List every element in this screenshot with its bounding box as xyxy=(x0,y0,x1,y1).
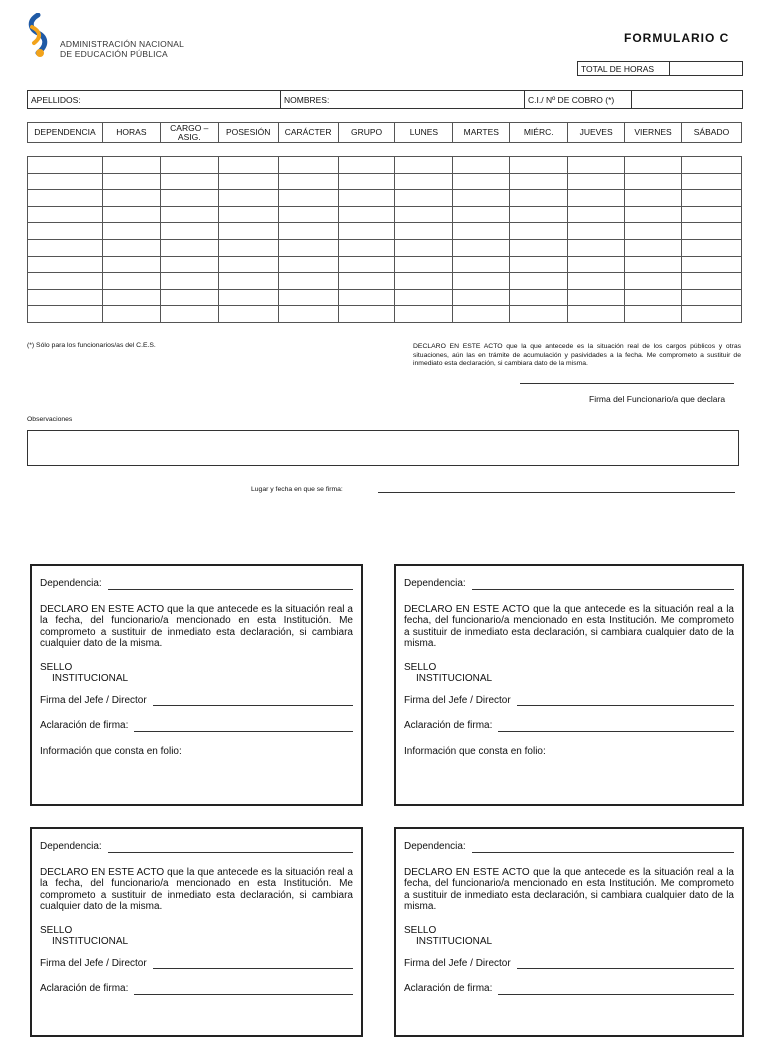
form-title: FORMULARIO C xyxy=(624,31,730,45)
table-cell[interactable] xyxy=(510,256,568,273)
col-dependencia: DEPENDENCIA xyxy=(28,123,103,143)
header-gap xyxy=(28,143,742,157)
table-row xyxy=(28,190,742,207)
table-cell[interactable] xyxy=(568,190,625,207)
table-cell[interactable] xyxy=(102,239,160,256)
table-cell[interactable] xyxy=(395,206,453,223)
card-sello: SELLO INSTITUCIONAL xyxy=(40,924,129,947)
observaciones-field[interactable] xyxy=(27,430,739,466)
table-cell[interactable] xyxy=(28,239,103,256)
col-posesion: POSESIÓN xyxy=(218,123,278,143)
table-cell[interactable] xyxy=(568,173,625,190)
table-cell[interactable] xyxy=(395,190,453,207)
col-grupo: GRUPO xyxy=(338,123,395,143)
table-cell[interactable] xyxy=(510,223,568,240)
table-cell[interactable] xyxy=(568,289,625,306)
nombres-label: NOMBRES: xyxy=(284,94,330,105)
schedule-table xyxy=(27,122,742,323)
lugar-label: Lugar y fecha en que se firma: xyxy=(251,486,343,493)
table-cell[interactable] xyxy=(681,173,741,190)
table-cell[interactable] xyxy=(681,190,741,207)
card-informacion-label: Información que consta en folio: xyxy=(40,745,182,757)
table-cell[interactable] xyxy=(160,239,218,256)
table-row xyxy=(28,223,742,240)
table-cell[interactable] xyxy=(568,306,625,323)
col-sabado: SÁBADO xyxy=(681,123,741,143)
signature-line[interactable] xyxy=(520,383,734,384)
table-cell[interactable] xyxy=(160,289,218,306)
table-cell[interactable] xyxy=(160,173,218,190)
table-cell[interactable] xyxy=(338,239,395,256)
table-cell[interactable] xyxy=(453,239,510,256)
card-dependencia-line[interactable] xyxy=(472,842,734,853)
table-cell[interactable] xyxy=(453,306,510,323)
table-cell[interactable] xyxy=(568,273,625,290)
table-cell[interactable] xyxy=(453,289,510,306)
table-cell[interactable] xyxy=(338,206,395,223)
table-cell[interactable] xyxy=(681,306,741,323)
schedule-header-row xyxy=(28,123,742,143)
table-cell[interactable] xyxy=(102,173,160,190)
table-cell[interactable] xyxy=(453,157,510,174)
table-row xyxy=(28,239,742,256)
table-cell[interactable] xyxy=(681,223,741,240)
card-dependencia-line[interactable] xyxy=(108,842,353,853)
table-cell[interactable] xyxy=(338,306,395,323)
declaration-text: DECLARO EN ESTE ACTO que la que antecede es la situación real de los cargos públicos y otras situaciones, aún las en trámite de acumulación y pasividades a la fecha. Me comprometo a sustituir de inmediato esta declaración, si cambiara dato de la misma. xyxy=(413,343,741,367)
table-cell[interactable] xyxy=(625,223,682,240)
apellidos-label: APELLIDOS: xyxy=(31,94,81,105)
table-cell[interactable] xyxy=(102,306,160,323)
card-dependencia-label: Dependencia: xyxy=(404,578,466,589)
table-cell[interactable] xyxy=(102,273,160,290)
signature-caption: Firma del Funcionario/a que declara xyxy=(589,394,726,404)
table-cell[interactable] xyxy=(278,157,338,174)
table-cell[interactable] xyxy=(625,289,682,306)
col-horas: HORAS xyxy=(102,123,160,143)
card-informacion-label: Información que consta en folio: xyxy=(404,745,546,757)
card-dependencia-label: Dependencia: xyxy=(404,841,466,852)
table-cell[interactable] xyxy=(102,256,160,273)
table-cell[interactable] xyxy=(681,239,741,256)
table-cell[interactable] xyxy=(218,206,278,223)
table-cell[interactable] xyxy=(278,223,338,240)
table-cell[interactable] xyxy=(625,256,682,273)
card-aclaracion-line[interactable] xyxy=(134,721,353,732)
table-cell[interactable] xyxy=(568,239,625,256)
table-row xyxy=(28,306,742,323)
table-cell[interactable] xyxy=(510,190,568,207)
table-cell[interactable] xyxy=(218,157,278,174)
table-cell[interactable] xyxy=(28,223,103,240)
schedule-body xyxy=(28,157,742,323)
table-cell[interactable] xyxy=(453,206,510,223)
table-cell[interactable] xyxy=(28,206,103,223)
table-cell[interactable] xyxy=(28,306,103,323)
table-cell[interactable] xyxy=(681,206,741,223)
table-cell[interactable] xyxy=(338,256,395,273)
table-row xyxy=(28,173,742,190)
table-cell[interactable] xyxy=(625,306,682,323)
table-cell[interactable] xyxy=(278,306,338,323)
table-cell[interactable] xyxy=(278,289,338,306)
card-dependencia-line[interactable] xyxy=(108,579,353,590)
table-row xyxy=(28,289,742,306)
card-declaration: DECLARO EN ESTE ACTO que la que antecede es la situación real a la fecha, del funcionario/a mencionado en esta Institución. Me comprometo a sustituir de inmediato esta declaración, si cambiara cualquier dato de la misma. xyxy=(40,866,353,912)
card-firma-line[interactable] xyxy=(517,695,734,706)
table-cell[interactable] xyxy=(681,273,741,290)
table-cell[interactable] xyxy=(28,289,103,306)
total-horas-label: TOTAL DE HORAS xyxy=(578,62,670,75)
table-cell[interactable] xyxy=(625,239,682,256)
table-cell[interactable] xyxy=(568,223,625,240)
observaciones-label: Observaciones xyxy=(27,416,73,423)
ci-field[interactable] xyxy=(632,91,742,108)
table-cell[interactable] xyxy=(102,206,160,223)
table-cell[interactable] xyxy=(395,273,453,290)
card-sello: SELLO INSTITUCIONAL xyxy=(404,661,493,684)
table-cell[interactable] xyxy=(395,239,453,256)
table-cell[interactable] xyxy=(218,306,278,323)
table-row xyxy=(28,157,742,174)
table-cell[interactable] xyxy=(568,256,625,273)
table-row xyxy=(28,273,742,290)
table-cell[interactable] xyxy=(568,206,625,223)
table-cell[interactable] xyxy=(160,223,218,240)
card-dependencia-label: Dependencia: xyxy=(40,841,102,852)
card-bottom-right xyxy=(394,827,744,1037)
table-row xyxy=(28,206,742,223)
table-cell[interactable] xyxy=(338,190,395,207)
table-cell[interactable] xyxy=(625,157,682,174)
identity-row xyxy=(27,90,743,109)
table-cell[interactable] xyxy=(28,173,103,190)
table-cell[interactable] xyxy=(338,173,395,190)
card-aclaracion-line[interactable] xyxy=(498,721,734,732)
table-cell[interactable] xyxy=(160,306,218,323)
card-firma-label: Firma del Jefe / Director xyxy=(404,957,511,969)
card-aclaracion-label: Aclaración de firma: xyxy=(404,720,493,731)
table-cell[interactable] xyxy=(338,157,395,174)
lugar-line[interactable] xyxy=(378,492,735,493)
table-row xyxy=(28,256,742,273)
table-cell[interactable] xyxy=(278,206,338,223)
table-cell[interactable] xyxy=(338,273,395,290)
table-cell[interactable] xyxy=(160,190,218,207)
table-cell[interactable] xyxy=(625,173,682,190)
card-declaration: DECLARO EN ESTE ACTO que la que antecede es la situación real a la fecha, del funcionario/a mencionado en esta Institución. Me comprometo a sustituir de inmediato esta declaración, si cambiara cualquier dato de la misma. xyxy=(40,603,353,649)
footnote: (*) Sólo para los funcionarios/as del C.E.S. xyxy=(27,342,156,349)
card-sello: SELLO INSTITUCIONAL xyxy=(40,661,129,684)
table-cell[interactable] xyxy=(453,256,510,273)
card-firma-label: Firma del Jefe / Director xyxy=(40,957,147,969)
table-cell[interactable] xyxy=(28,190,103,207)
card-dependencia-line[interactable] xyxy=(472,579,734,590)
anep-logo xyxy=(24,13,54,59)
table-cell[interactable] xyxy=(681,289,741,306)
table-cell[interactable] xyxy=(395,157,453,174)
table-cell[interactable] xyxy=(218,223,278,240)
card-aclaracion-line[interactable] xyxy=(134,984,353,995)
table-cell[interactable] xyxy=(510,239,568,256)
table-cell[interactable] xyxy=(453,223,510,240)
table-cell[interactable] xyxy=(102,190,160,207)
card-firma-line[interactable] xyxy=(517,958,734,969)
table-cell[interactable] xyxy=(510,289,568,306)
table-cell[interactable] xyxy=(102,157,160,174)
table-cell[interactable] xyxy=(338,223,395,240)
table-cell[interactable] xyxy=(160,256,218,273)
card-firma-label: Firma del Jefe / Director xyxy=(40,694,147,706)
card-sello: SELLO INSTITUCIONAL xyxy=(404,924,493,947)
table-cell[interactable] xyxy=(218,239,278,256)
col-miercoles: MIÉRC. xyxy=(510,123,568,143)
table-cell[interactable] xyxy=(625,206,682,223)
card-declaration: DECLARO EN ESTE ACTO que la que antecede es la situación real a la fecha, del funcionario/a mencionado en esta Institución. Me comprometo a sustituir de inmediato esta declaración, si cambiara cualquier dato de la misma. xyxy=(404,603,734,649)
card-aclaracion-label: Aclaración de firma: xyxy=(40,983,129,994)
logo-text: ADMINISTRACIÓN NACIONAL DE EDUCACIÓN PÚBLICA xyxy=(60,39,185,59)
table-cell[interactable] xyxy=(28,157,103,174)
table-cell[interactable] xyxy=(510,206,568,223)
table-cell[interactable] xyxy=(218,190,278,207)
table-cell[interactable] xyxy=(160,206,218,223)
table-cell[interactable] xyxy=(395,256,453,273)
col-jueves: JUEVES xyxy=(568,123,625,143)
gap-cell xyxy=(28,143,742,157)
table-cell[interactable] xyxy=(28,273,103,290)
table-cell[interactable] xyxy=(218,256,278,273)
table-cell[interactable] xyxy=(278,273,338,290)
table-cell[interactable] xyxy=(510,157,568,174)
col-cargo: CARGO – ASIG. xyxy=(160,123,218,143)
table-cell[interactable] xyxy=(510,273,568,290)
card-top-right xyxy=(394,564,744,806)
card-bottom-left xyxy=(30,827,363,1037)
total-horas-field[interactable] xyxy=(670,62,742,75)
table-cell[interactable] xyxy=(278,190,338,207)
table-cell[interactable] xyxy=(338,289,395,306)
table-cell[interactable] xyxy=(218,273,278,290)
table-cell[interactable] xyxy=(510,173,568,190)
card-aclaracion-label: Aclaración de firma: xyxy=(404,983,493,994)
card-declaration: DECLARO EN ESTE ACTO que la que antecede es la situación real a la fecha, del funcionario/a mencionado en esta Institución. Me comprometo a sustituir de inmediato esta declaración, si cambiara cualquier dato de la misma. xyxy=(404,866,734,912)
table-cell[interactable] xyxy=(28,256,103,273)
table-cell[interactable] xyxy=(510,306,568,323)
table-cell[interactable] xyxy=(453,173,510,190)
table-cell[interactable] xyxy=(395,223,453,240)
table-cell[interactable] xyxy=(625,273,682,290)
card-firma-line[interactable] xyxy=(153,958,353,969)
table-cell[interactable] xyxy=(218,173,278,190)
table-cell[interactable] xyxy=(218,289,278,306)
table-cell[interactable] xyxy=(395,306,453,323)
card-aclaracion-line[interactable] xyxy=(498,984,734,995)
table-cell[interactable] xyxy=(453,190,510,207)
col-caracter: CARÁCTER xyxy=(278,123,338,143)
apellidos-field[interactable] xyxy=(28,91,281,108)
table-cell[interactable] xyxy=(102,223,160,240)
table-cell[interactable] xyxy=(681,256,741,273)
table-cell[interactable] xyxy=(278,256,338,273)
table-cell[interactable] xyxy=(395,289,453,306)
nombres-field[interactable] xyxy=(281,91,525,108)
col-lunes: LUNES xyxy=(395,123,453,143)
col-martes: MARTES xyxy=(453,123,510,143)
table-cell[interactable] xyxy=(278,173,338,190)
table-cell[interactable] xyxy=(395,173,453,190)
ci-label: C.I./ Nº DE COBRO (*) xyxy=(525,91,632,108)
table-cell[interactable] xyxy=(102,289,160,306)
table-cell[interactable] xyxy=(453,273,510,290)
col-viernes: VIERNES xyxy=(625,123,682,143)
table-cell[interactable] xyxy=(625,190,682,207)
table-cell[interactable] xyxy=(568,157,625,174)
card-firma-label: Firma del Jefe / Director xyxy=(404,694,511,706)
table-cell[interactable] xyxy=(278,239,338,256)
card-dependencia-label: Dependencia: xyxy=(40,578,102,589)
total-horas-box xyxy=(577,61,743,76)
table-cell[interactable] xyxy=(160,273,218,290)
table-cell[interactable] xyxy=(160,157,218,174)
table-cell[interactable] xyxy=(681,157,741,174)
card-firma-line[interactable] xyxy=(153,695,353,706)
card-aclaracion-label: Aclaración de firma: xyxy=(40,720,129,731)
card-top-left xyxy=(30,564,363,806)
